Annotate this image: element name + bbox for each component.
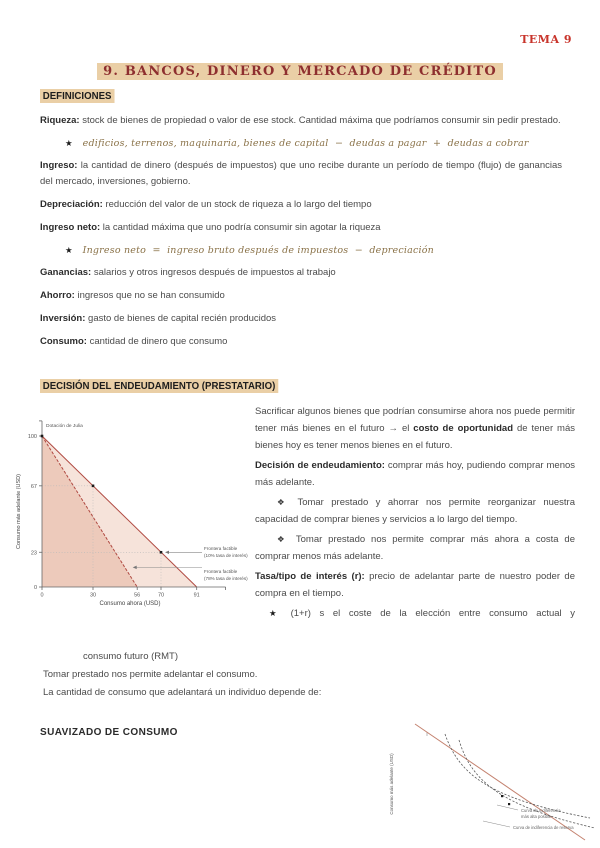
definition-riqueza [40,113,562,129]
star-icon: ★ [65,244,73,255]
text-ingreso-neto: la cantidad máxima que uno podría consumir sin agotar la riqueza [100,221,381,233]
text-consumo: cantidad de dinero que consumo [86,336,228,347]
star-line-continuation: consumo futuro (RMT) [83,651,179,662]
definition-ingreso [40,158,562,189]
paragraph-borrowing-decision [255,457,575,491]
text-riqueza: stock de bienes de propiedad o valor de ese stock. Cantidad máxima que podríamos consumir sin pedir prestado. [79,114,561,126]
definition-ingreso-neto [40,220,562,236]
p3-text: precio de adelantar parte de nuestro poder de compra en el tiempo. [255,571,575,599]
p3-term: Tasa/tipo de interés (r): [255,571,365,582]
definition-consumo [40,334,562,350]
term-ganancias: Ganancias: [40,267,92,278]
tema-tag: TEMA 9 [520,33,572,46]
svg-text:Frontera factible: Frontera factible [204,546,238,551]
term-ahorro: Ahorro: [40,290,75,301]
star-icon: ★ [269,608,283,618]
text-ingreso: la cantidad de dinero (después de impuestos) que uno recibe durante un período de tiempo (flujo) de ganancias del mercado, inversiones, gobierno. [40,160,562,187]
svg-text:91: 91 [193,592,200,599]
page-title-row [0,62,600,80]
star-line-interest [255,605,575,622]
term-ingreso: Ingreso: [40,160,78,171]
diamond-bullet-icon: ❖ [277,497,290,507]
riqueza-formula-text: edificios, terrenos, maquinaria, bienes de capital − deudas a pagar + deudas a cobrar [82,137,529,149]
riqueza-formula [65,136,562,151]
paragraph-interest-rate [255,568,575,602]
svg-text:Consumo ahora (USD): Consumo ahora (USD) [99,601,161,607]
p2-text: comprar más hoy, pudiendo comprar menos más adelante. [255,460,576,488]
svg-text:67: 67 [30,483,37,490]
svg-text:0: 0 [40,592,44,599]
p1-tail: de tener más bienes hoy es tener menos bienes en el futuro. [255,423,575,451]
svg-text:(78% tasa de interés): (78% tasa de interés) [204,576,248,581]
text-inversion: gasto de bienes de capital recién producidos [85,313,277,324]
svg-text:Frontera factible: Frontera factible [204,569,238,574]
smoothing-heading: SUAVIZADO DE CONSUMO [40,727,178,738]
svg-text:100: 100 [27,434,37,440]
main-content [16,86,576,738]
paragraph-opportunity-cost [255,403,575,454]
text-depreciacion: reducción del valor de un stock de riqueza a lo largo del tiempo [102,198,372,210]
svg-text:23: 23 [30,550,37,557]
definition-ahorro [40,288,562,304]
definition-ganancias [40,265,562,281]
p2-term: Decisión de endeudamiento: [255,460,385,471]
borrowing-region [16,403,576,649]
line-amount-depends: La cantidad de consumo que adelantará un individuo depende de: [43,687,322,698]
svg-text:Curva de indiferencia de reser: Curva de indiferencia de reserva [513,825,574,830]
text-ahorro: ingresos que no se han consumido [74,290,225,301]
svg-text:0: 0 [33,585,37,591]
svg-text:Dotación de Julia: Dotación de Julia [46,424,83,429]
term-ingreso-neto: Ingreso neto: [40,221,101,233]
star-line-text: (1+r) s el coste de la elección entre consumo actual y [290,608,575,619]
consumption-smoothing-chart [385,722,600,848]
star-icon: ★ [65,137,73,148]
page-title: 9. BANCOS, DINERO Y MERCADO DE CRÉDITO [97,63,503,80]
line-borrowing-advance: Tomar prestado nos permite adelantar el consumo. [43,669,258,680]
smoothing-chart-svg [385,722,600,848]
bullet1-text: Tomar prestado y ahorrar nos permite reorganizar nuestra capacidad de comprar bienes y servicios a lo largo del tiempo. [255,497,576,525]
budget-constraint-svg [12,411,258,639]
budget-constraint-chart [12,411,258,639]
svg-text:Curva de indiferencia: Curva de indiferencia [521,808,561,813]
svg-text:56: 56 [134,592,141,599]
definition-inversion [40,311,562,327]
term-riqueza: Riqueza: [40,114,80,126]
text-ganancias: salarios y otros ingresos después de impuestos al trabajo [91,267,336,278]
svg-text:30: 30 [89,592,97,599]
svg-text:Consumo más adelante (USD): Consumo más adelante (USD) [389,753,394,815]
svg-text:Consumo más adelante (USD): Consumo más adelante (USD) [16,474,22,549]
bullet-buy-more-now [255,531,575,565]
term-inversion: Inversión: [40,313,86,324]
borrowing-heading: DECISIÓN DEL ENDEUDAMIENTO (PRESTATARIO) [40,379,278,393]
bullet-reorganize [255,494,575,528]
p1-bold: costo de oportunidad [413,423,513,434]
ingreso-neto-formula [65,243,562,258]
p1-lead: Sacrificar algunos bienes que podrían consumirse ahora nos puede permitir tener más bienes en el futuro → el [255,406,575,434]
ingreso-neto-formula-text: Ingreso neto = ingreso bruto después de impuestos − depreciación [82,244,434,256]
definitions-heading: DEFINICIONES [40,89,114,103]
svg-text:(10% tasa de interés): (10% tasa de interés) [204,553,248,558]
svg-text:70: 70 [157,592,165,599]
diamond-bullet-icon: ❖ [277,534,288,544]
svg-text:más alta posible: más alta posible [521,814,552,819]
definition-depreciacion [40,197,562,213]
term-depreciacion: Depreciación: [40,198,103,210]
term-consumo: Consumo: [40,336,87,347]
borrowing-text-column [255,403,575,625]
bullet2-text: Tomar prestado nos permite comprar más ahora a costa de comprar menos más adelante. [255,534,575,562]
